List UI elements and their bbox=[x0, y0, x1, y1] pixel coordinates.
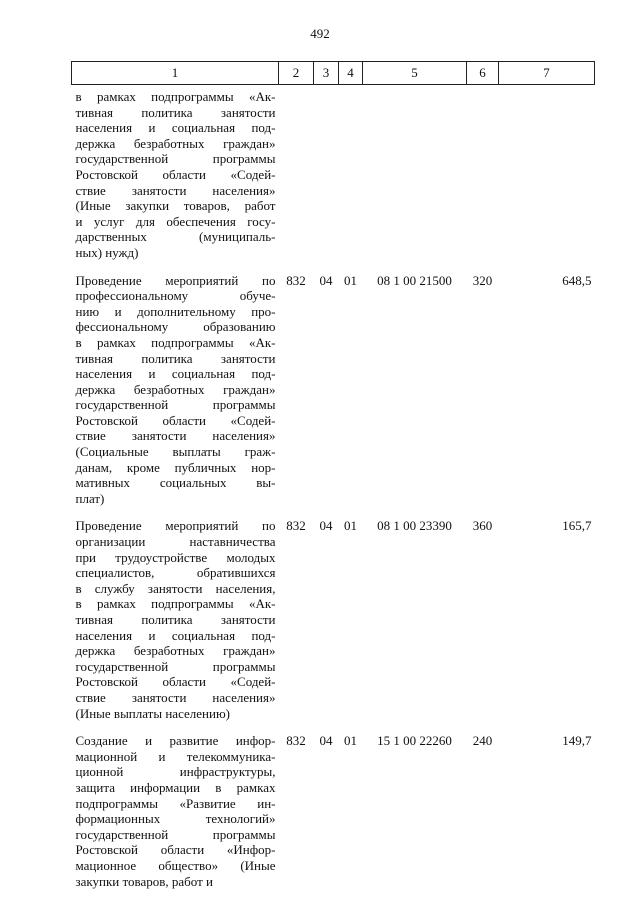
description-line: тивная политика занятости bbox=[75, 350, 276, 366]
subsection-code: 01 bbox=[344, 518, 357, 534]
amount: 648,5 bbox=[562, 272, 592, 288]
description-line: Ростовской области «Инфор- bbox=[75, 842, 276, 858]
description-line: ствие занятости населения» bbox=[75, 428, 276, 444]
description-line: государственной программы bbox=[75, 658, 276, 674]
description-line: Ростовской области «Содей- bbox=[75, 412, 276, 428]
table-row bbox=[72, 518, 595, 721]
row-spacer bbox=[72, 721, 595, 733]
description-line: организации наставничества bbox=[75, 534, 276, 550]
admin-code bbox=[279, 85, 314, 261]
description-line: мационной и телекоммуника- bbox=[75, 748, 276, 764]
description-line: ствие занятости населения» bbox=[75, 689, 276, 705]
target-article-code bbox=[363, 85, 467, 261]
description-line: ных) нужд) bbox=[75, 244, 139, 260]
description-line: Проведение мероприятий по bbox=[75, 272, 276, 288]
description-line: закупки товаров, работ и bbox=[75, 873, 214, 889]
description-line: Создание и развитие инфор- bbox=[75, 733, 276, 749]
description-line: дарственных (муниципаль- bbox=[75, 229, 276, 245]
row-spacer bbox=[72, 506, 595, 518]
description-line: в рамках подпрограммы «Ак- bbox=[75, 334, 276, 350]
description-line: населения и социальная под- bbox=[75, 120, 276, 136]
description-line: нию и дополнительному про- bbox=[75, 303, 276, 319]
row-description bbox=[72, 85, 279, 261]
column-header: 6 bbox=[467, 62, 499, 85]
target-article-code: 15 1 00 22260 bbox=[377, 733, 452, 749]
section-code: 04 bbox=[319, 733, 333, 749]
description-line: данам, кроме публичных нор- bbox=[75, 459, 276, 475]
column-header: 2 bbox=[279, 62, 314, 85]
subsection-code: 01 bbox=[344, 733, 357, 749]
description-line: защита информации в рамках bbox=[75, 779, 276, 795]
section-code: 04 bbox=[319, 518, 333, 534]
description-line: населения и социальная под- bbox=[75, 366, 276, 382]
description-line: держка безработных граждан» bbox=[75, 643, 276, 659]
amount bbox=[499, 85, 595, 261]
description-line: держка безработных граждан» bbox=[75, 135, 276, 151]
description-line: в службу занятости населения, bbox=[75, 580, 276, 596]
amount: 149,7 bbox=[562, 733, 592, 749]
row-description bbox=[72, 518, 279, 721]
target-article-code: 08 1 00 21500 bbox=[377, 272, 452, 288]
description-line: государственной программы bbox=[75, 397, 276, 413]
description-line: в рамках подпрограммы «Ак- bbox=[75, 596, 276, 612]
column-header: 1 bbox=[72, 62, 279, 85]
description-line: ствие занятости населения» bbox=[75, 182, 276, 198]
row-description bbox=[72, 273, 279, 507]
row-spacer bbox=[72, 261, 595, 273]
description-line: профессиональному обуче- bbox=[75, 288, 276, 304]
section-code bbox=[314, 85, 339, 261]
description-line: (Иные выплаты населению) bbox=[75, 705, 230, 721]
admin-code: 832 bbox=[286, 272, 306, 288]
description-line: подпрограммы «Развитие ин- bbox=[75, 795, 276, 811]
description-line: населения и социальная под- bbox=[75, 627, 276, 643]
description-line: тивная политика занятости bbox=[75, 612, 276, 627]
description-line: мативных социальных вы- bbox=[75, 475, 276, 491]
description-line: ционной инфраструктуры, bbox=[75, 764, 276, 780]
description-line: Ростовской области «Содей- bbox=[75, 674, 276, 690]
table-row bbox=[72, 273, 595, 507]
amount: 165,7 bbox=[562, 518, 592, 534]
subsection-code bbox=[339, 85, 363, 261]
expense-type-code: 320 bbox=[472, 272, 493, 288]
admin-code: 832 bbox=[286, 733, 306, 749]
expense-type-code bbox=[467, 85, 499, 261]
page-number: 492 bbox=[310, 26, 330, 41]
expense-type-code: 360 bbox=[472, 518, 493, 534]
description-line: фессиональному образованию bbox=[75, 319, 276, 335]
admin-code: 832 bbox=[286, 518, 306, 534]
row-description bbox=[72, 733, 279, 889]
table-row bbox=[72, 85, 595, 261]
subsection-code: 01 bbox=[344, 272, 357, 288]
description-line: мационное общество» (Иные bbox=[75, 857, 276, 873]
description-line: Ростовской области «Содей- bbox=[75, 166, 276, 182]
description-line: держка безработных граждан» bbox=[75, 381, 276, 397]
table-body bbox=[72, 85, 595, 890]
description-line: специалистов, обратившихся bbox=[75, 565, 276, 581]
column-header: 7 bbox=[499, 62, 595, 85]
description-line: государственной программы bbox=[75, 826, 276, 842]
target-article-code: 08 1 00 23390 bbox=[377, 518, 452, 534]
description-line: в рамках подпрограммы «Ак- bbox=[75, 89, 276, 104]
description-line: тивная политика занятости bbox=[75, 104, 276, 120]
budget-table bbox=[71, 61, 595, 889]
description-line: государственной программы bbox=[75, 151, 276, 167]
section-code: 04 bbox=[319, 272, 333, 288]
column-header: 5 bbox=[363, 62, 467, 85]
description-line: плат) bbox=[75, 490, 105, 506]
table-header-row bbox=[72, 62, 595, 85]
description-line: (Иные закупки товаров, работ bbox=[75, 198, 276, 214]
description-line: и услуг для обеспечения госу- bbox=[75, 213, 276, 229]
description-line: (Социальные выплаты граж- bbox=[75, 444, 276, 460]
column-header: 3 bbox=[314, 62, 339, 85]
expense-type-code: 240 bbox=[472, 733, 493, 749]
column-header: 4 bbox=[339, 62, 363, 85]
description-line: формационных технологий» bbox=[75, 811, 276, 827]
description-line: при трудоустройстве молодых bbox=[75, 549, 276, 565]
description-line: Проведение мероприятий по bbox=[75, 518, 276, 534]
table-row bbox=[72, 733, 595, 889]
